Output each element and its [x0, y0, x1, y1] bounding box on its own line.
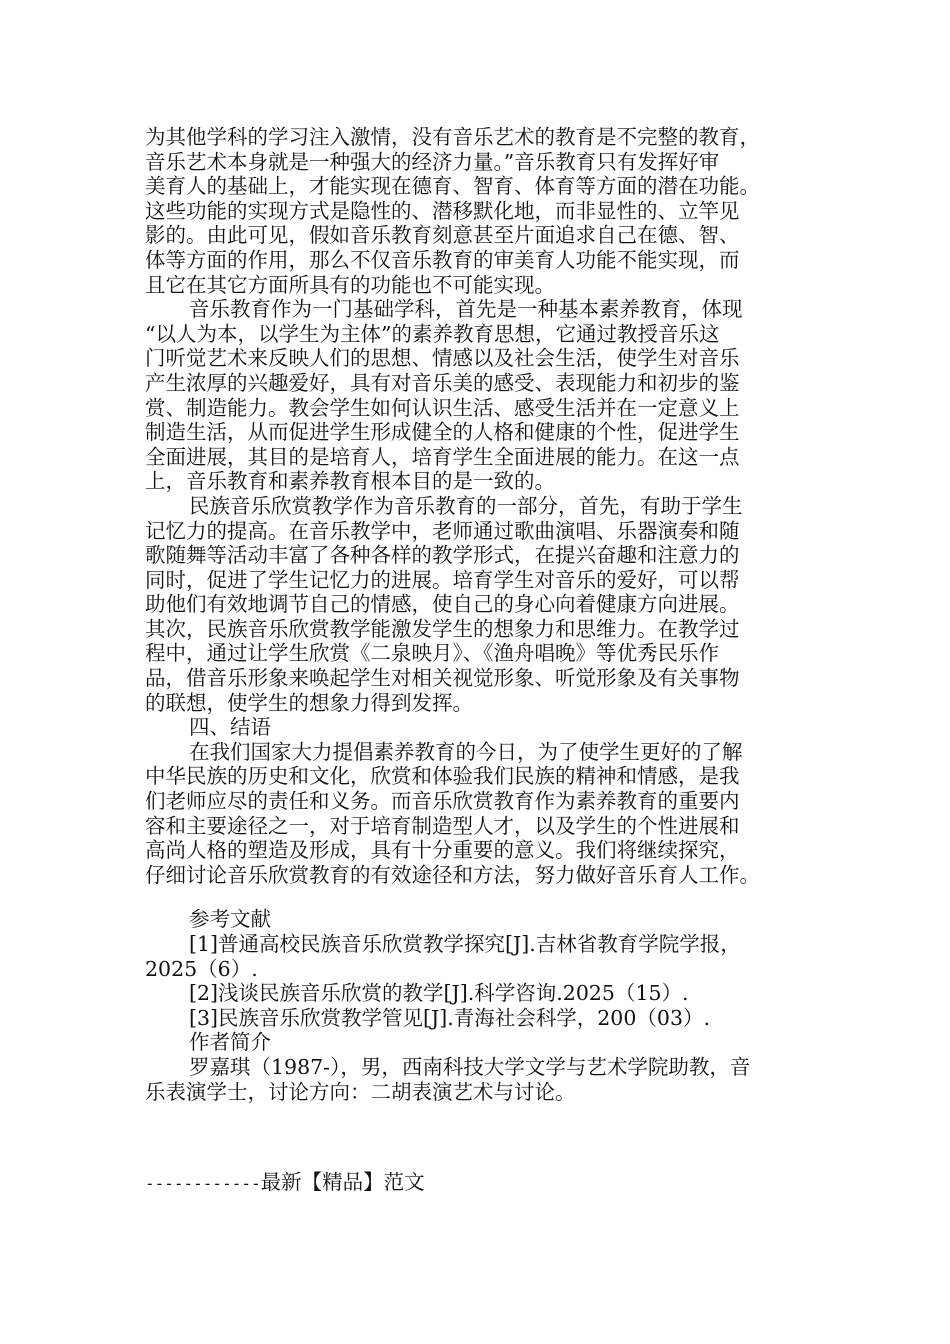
- text-line: 助他们有效地调节自己的情感，使自己的身心向着健康方向进展。: [145, 592, 740, 617]
- text-line: 品，借音乐形象来唤起学生对相关视觉形象、听觉形象及有关事物: [145, 666, 740, 691]
- author-bio-line: 乐表演学士，讨论方向：二胡表演艺术与讨论。: [145, 1079, 576, 1104]
- text-line: 体等方面的作用，那么不仅音乐教育的审美育人功能不能实现，而: [145, 247, 740, 272]
- text-line: 产生浓厚的兴趣爱好，具有对音乐美的感受、表现能力和初步的鉴: [145, 370, 740, 395]
- document-body: [145, 125, 810, 1104]
- text-line: 同时，促进了学生记忆力的进展。培育学生对音乐的爱好，可以帮: [145, 567, 740, 592]
- text-line: “以人为本，以学生为主体”的素养教育思想，它通过教授音乐这: [145, 321, 720, 346]
- section-heading: 四、结语: [189, 715, 271, 740]
- footer-dashes: ------------: [145, 1174, 261, 1193]
- text-line: 歌随舞等活动丰富了各种各样的教学形式，在提兴奋趣和注意力的: [145, 543, 740, 568]
- text-line: 音乐艺术本身就是一种强大的经济力量。”音乐教育只有发挥好审: [145, 149, 720, 174]
- author-title: 作者简介: [189, 1030, 271, 1055]
- text-line: 全面进展，其目的是培育人，培育学生全面进展的能力。在这一点: [145, 444, 740, 469]
- reference-item: [1]普通高校民族音乐欣赏教学探究[J].吉林省教育学院学报，: [189, 932, 741, 956]
- text-line: 制造生活，从而促进学生形成健全的人格和健康的个性，促进学生: [145, 420, 740, 445]
- reference-item-continued: 2025（6）.: [145, 956, 258, 981]
- text-line: 们老师应尽的责任和义务。而音乐欣赏教育作为素养教育的重要内: [145, 789, 740, 814]
- text-line: 记忆力的提高。在音乐教学中，老师通过歌曲演唱、乐器演奏和随: [145, 518, 740, 543]
- text-line: 影的。由此可见，假如音乐教育刻意甚至片面追求自己在德、智、: [145, 223, 740, 248]
- author-section: [145, 1030, 810, 1104]
- references-title: 参考文献: [189, 907, 271, 932]
- text-line: 门听觉艺术来反映人们的思想、情感以及社会生活，使学生对音乐: [145, 346, 740, 371]
- text-line: 音乐教育作为一门基础学科，首先是一种基本素养教育，体现: [189, 297, 743, 322]
- spacer: [145, 887, 810, 907]
- text-line: 且它在其它方面所具有的功能也不可能实现。: [145, 272, 555, 297]
- footer: [145, 1170, 425, 1197]
- paragraph-1: [145, 125, 810, 297]
- footer-text: 最新【精品】范文: [260, 1170, 425, 1194]
- paragraph-2: [145, 297, 810, 494]
- text-line: 赏、制造能力。教会学生如何认识生活、感受生活并在一定意义上: [145, 395, 740, 420]
- reference-item: [2]浅谈民族音乐欣赏的教学[J].科学咨询.2025（15）.: [189, 981, 689, 1006]
- text-line: 容和主要途径之一，对于培育制造型人才，以及学生的个性进展和: [145, 813, 740, 838]
- text-line: 民族音乐欣赏教学作为音乐教育的一部分，首先，有助于学生: [189, 493, 743, 518]
- text-line: 为其他学科的学习注入激情，没有音乐艺术的教育是不完整的教育，: [145, 125, 760, 149]
- text-line: 高尚人格的塑造及形成，具有十分重要的意义。我们将继续探究，: [145, 838, 740, 863]
- text-line: 上，音乐教育和素养教育根本目的是一致的。: [145, 469, 555, 494]
- text-line: 在我们国家大力提倡素养教育的今日，为了使学生更好的了解: [189, 739, 743, 764]
- paragraph-4: [145, 740, 810, 888]
- paragraph-3: [145, 494, 810, 715]
- reference-item: [3]民族音乐欣赏教学管见[J].青海社会科学，200（03）.: [189, 1005, 710, 1030]
- references-section: [145, 907, 810, 1030]
- text-line: 中华民族的历史和文化，欣赏和体验我们民族的精神和情感，是我: [145, 764, 740, 789]
- text-line: 仔细讨论音乐欣赏教育的有效途径和方法，努力做好音乐育人工作。: [145, 862, 760, 887]
- text-line: 美育人的基础上，才能实现在德育、智育、体育等方面的潜在功能。: [145, 174, 760, 199]
- text-line: 的联想，使学生的想象力得到发挥。: [145, 690, 473, 715]
- author-bio-line: 罗嘉琪（1987-），男，西南科技大学文学与艺术学院助教，音: [189, 1054, 751, 1079]
- text-line: 这些功能的实现方式是隐性的、潜移默化地，而非显性的、立竿见: [145, 198, 740, 223]
- text-line: 其次，民族音乐欣赏教学能激发学生的想象力和思维力。在教学过: [145, 616, 740, 641]
- text-line: 程中，通过让学生欣赏《二泉映月》、《渔舟唱晚》等优秀民乐作: [145, 641, 719, 666]
